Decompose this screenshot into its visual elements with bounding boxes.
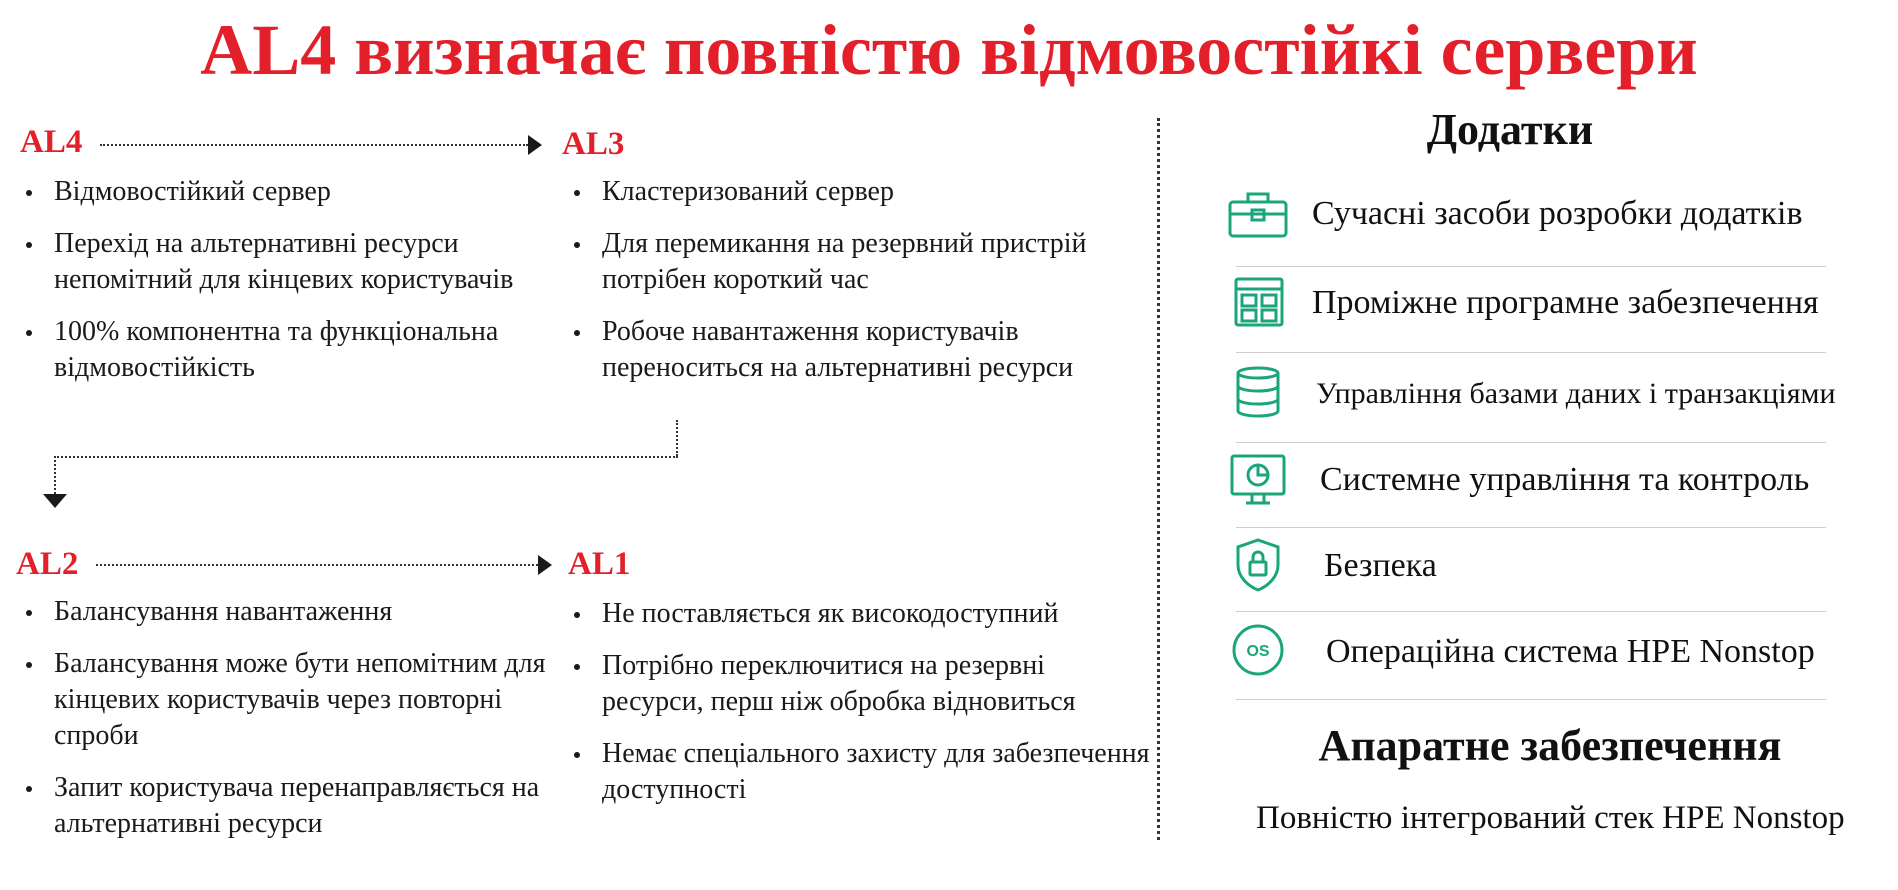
al2-bullet-list — [22, 594, 562, 858]
os-icon-text: OS — [1246, 643, 1270, 660]
al1-bullet: Не поставляється як високодоступний — [570, 596, 1150, 632]
app-label: Проміжне програмне забезпечення — [1312, 284, 1819, 321]
al2-bullet: Балансування навантаження — [22, 594, 562, 630]
al2-bullet: Балансування може бути непомітним для кінцевих користувачів через повторні спроби — [22, 646, 562, 754]
app-label: Сучасні засоби розробки додатків — [1312, 195, 1803, 232]
hardware-text: Повністю інтегрований стек HPE Nonstop — [1256, 800, 1845, 836]
app-label: Безпека — [1324, 547, 1437, 584]
level-label-al3: AL3 — [562, 126, 625, 162]
connector-line — [54, 456, 678, 458]
toolbox-icon — [1226, 188, 1290, 240]
al2-bullet: Запит користувача перенаправляється на альтернативні ресурси — [22, 770, 562, 842]
al4-bullet-list — [22, 174, 542, 402]
al3-bullet: Робоче навантаження користувачів переноситься на альтернативні ресурси — [570, 314, 1120, 386]
al3-bullet-list — [570, 174, 1120, 402]
al3-bullet: Кластеризований сервер — [570, 174, 1120, 210]
app-label: Системне управління та контроль — [1320, 461, 1810, 498]
arrow-down-icon — [43, 494, 67, 508]
os-icon — [1226, 622, 1290, 678]
al3-bullet: Для перемикання на резервний пристрій потрібен короткий час — [570, 226, 1120, 298]
separator — [1236, 527, 1826, 528]
level-label-al1: AL1 — [568, 546, 631, 582]
hardware-heading: Апаратне забезпечення — [1318, 721, 1782, 770]
separator — [1236, 266, 1826, 267]
al4-bullet: Перехід на альтернативні ресурси непомітний для кінцевих користувачів — [22, 226, 542, 298]
connector-line — [54, 456, 56, 494]
level-label-al4: AL4 — [20, 124, 83, 160]
monitor-chart-icon — [1226, 454, 1290, 506]
separator — [1236, 442, 1826, 443]
separator — [1236, 352, 1826, 353]
database-icon — [1226, 364, 1290, 420]
al1-bullet: Немає спеціального захисту для забезпечення доступності — [570, 736, 1150, 808]
app-row-dev-tools — [1226, 184, 1826, 244]
apps-heading: Додатки — [1426, 105, 1594, 154]
level-label-al2: AL2 — [16, 546, 79, 582]
flow-arrow-al4-al3 — [100, 144, 528, 146]
al1-bullet: Потрібно переключитися на резервні ресурси, перш ніж обробка відновиться — [570, 648, 1150, 720]
app-row-security — [1226, 536, 1826, 596]
al1-bullet-list — [570, 596, 1150, 824]
page-title: AL4 визначає повністю відмовостійкі сервери — [200, 10, 1698, 90]
app-label: Управління базами даних і транзакціями — [1316, 377, 1836, 410]
separator — [1236, 699, 1826, 700]
connector-line — [676, 420, 678, 456]
app-row-middleware — [1226, 273, 1826, 333]
flow-arrow-al2-al1 — [96, 564, 538, 566]
app-label: Операційна система HPE Nonstop — [1326, 633, 1815, 670]
app-row-database — [1226, 364, 1836, 424]
app-row-os — [1226, 622, 1826, 682]
vertical-divider — [1157, 118, 1160, 840]
separator — [1236, 611, 1826, 612]
al4-bullet: Відмовостійкий сервер — [22, 174, 542, 210]
al4-bullet: 100% компонентна та функціональна відмовостійкість — [22, 314, 542, 386]
app-row-system-management — [1226, 450, 1826, 510]
window-grid-icon — [1226, 277, 1290, 329]
shield-lock-icon — [1226, 536, 1290, 594]
